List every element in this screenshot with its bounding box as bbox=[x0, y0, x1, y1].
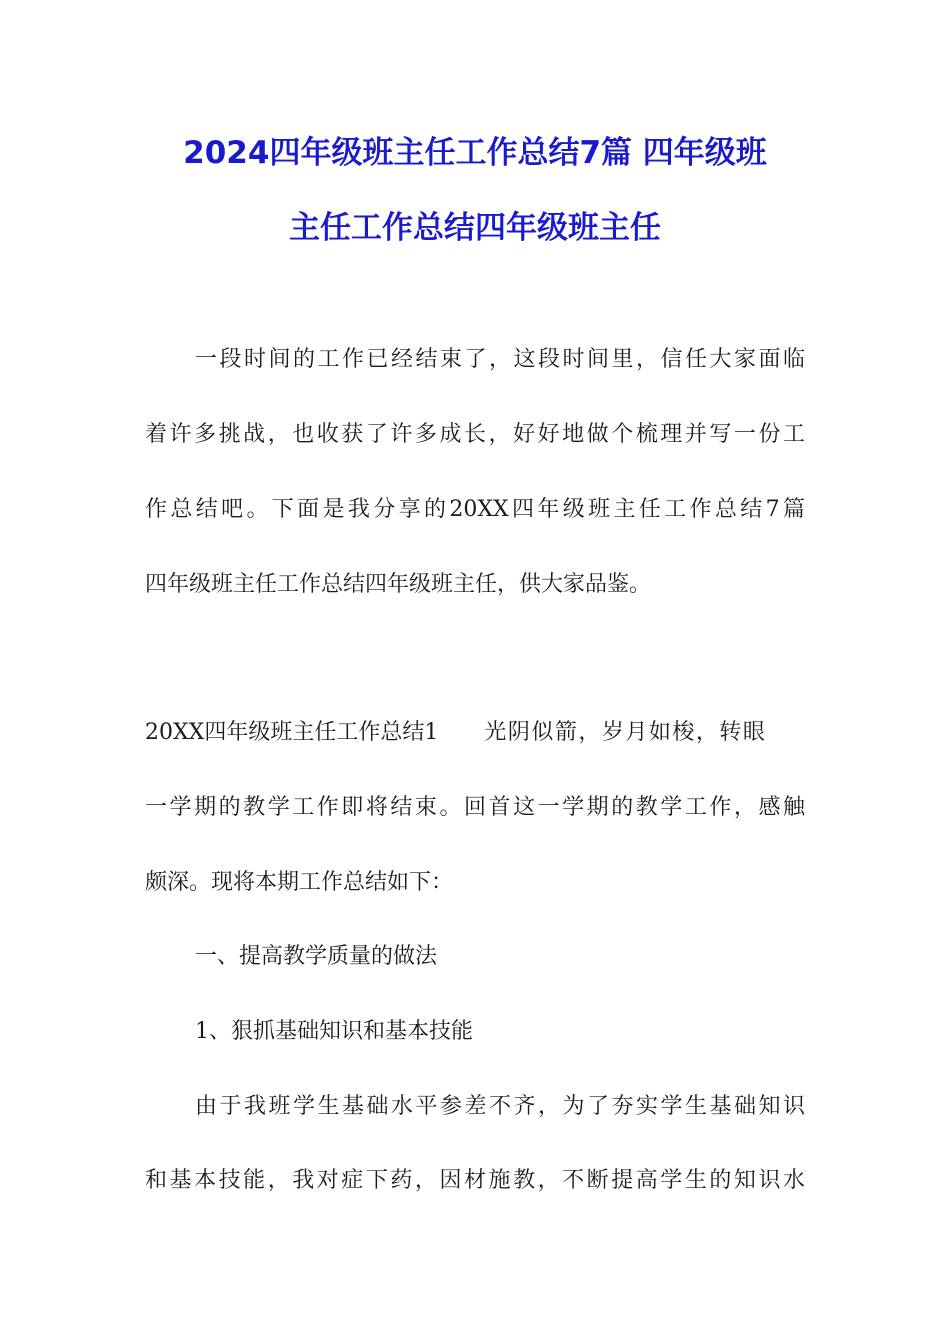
section-1-heading: 20XX四年级班主任工作总结1 bbox=[145, 720, 439, 745]
intro-line-1: 一段时间的工作已经结束了，这段时间里，信任大家面临 bbox=[195, 347, 805, 372]
section-1-line-3: 颇深。现将本期工作总结如下： bbox=[145, 870, 454, 895]
section-1-line-2: 一学期的教学工作即将结束。回首这一学期的教学工作，感触 bbox=[145, 795, 805, 820]
section-1-first-line-text: 光阴似箭，岁月如梭，转眼 bbox=[484, 720, 767, 745]
intro-line-3: 作总结吧。下面是我分享的20XX四年级班主任工作总结7篇 bbox=[145, 497, 805, 522]
intro-line-2: 着许多挑战，也收获了许多成长，好好地做个梳理并写一份工 bbox=[145, 422, 805, 447]
document-title-line-1: 2024四年级班主任工作总结7篇 四年级班 bbox=[183, 135, 767, 171]
intro-line-4: 四年级班主任工作总结四年级班主任，供大家品鉴。 bbox=[145, 572, 652, 597]
section-1-para-line-2: 和基本技能，我对症下药，因材施教，不断提高学生的知识水 bbox=[145, 1168, 805, 1193]
section-1-item-1: 1、狠抓基础知识和基本技能 bbox=[195, 1019, 473, 1044]
section-1-para-line-1: 由于我班学生基础水平参差不齐，为了夯实学生基础知识 bbox=[195, 1094, 805, 1119]
section-1-first-line bbox=[145, 718, 805, 748]
section-1-subheading: 一、提高教学质量的做法 bbox=[195, 944, 438, 969]
document-title-line-2: 主任工作总结四年级班主任 bbox=[289, 210, 661, 246]
